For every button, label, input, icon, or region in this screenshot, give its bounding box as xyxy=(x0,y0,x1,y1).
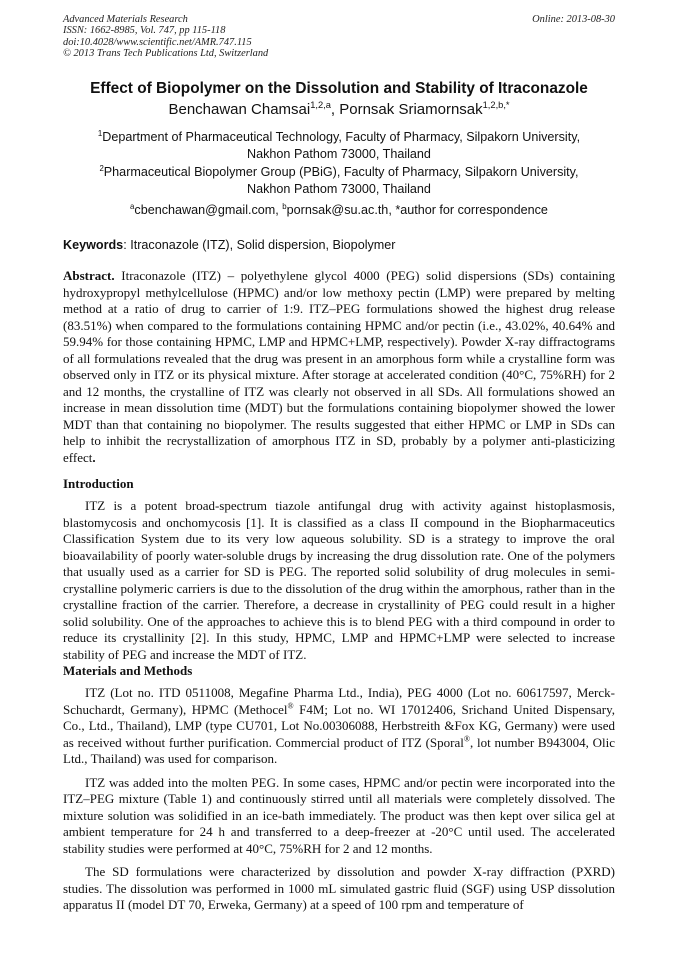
journal-name: Advanced Materials Research xyxy=(63,14,188,25)
affiliation-mark: 1 xyxy=(97,128,103,138)
abstract-label: Abstract. xyxy=(63,268,115,283)
email-text: cbenchawan@gmail.com, xyxy=(134,203,283,217)
author-affiliation-mark: 1,2,b,* xyxy=(482,100,510,110)
online-date: Online: 2013-08-30 xyxy=(532,14,615,25)
affiliation-1 xyxy=(40,129,638,163)
keywords xyxy=(63,238,395,252)
abstract-period: . xyxy=(92,449,96,465)
journal-copyright: © 2013 Trans Tech Publications Ltd, Switzerland xyxy=(63,48,269,60)
keywords-text: : Itraconazole (ITZ), Solid dispersion, Biopolymer xyxy=(123,238,396,252)
journal-header xyxy=(63,14,615,60)
section-heading-materials-methods: Materials and Methods xyxy=(63,663,193,678)
author-name: Pornsak Sriamornsak xyxy=(339,101,483,118)
methods-body xyxy=(63,685,615,914)
introduction-body xyxy=(63,498,615,663)
paragraph: ITZ (Lot no. ITD 0511008, Megafine Pharma Ltd., India), PEG 4000 (Lot no. 60617597, Merck-Schuchardt, Germany), HPMC (Methocel® F4M; Lot no. WI 17012406, Srichand United Dispensary, Co., Ltd., Thailand), LMP (type CU701, Lot No.00306088, Herbstreith &Fox KG, Germany) were used as received without further purification. Commercial product of ITZ (Sporal®, lot number B943004, Olic Ltd., Thailand) was used for comparison. xyxy=(63,685,615,766)
affiliation-2 xyxy=(40,164,638,198)
affiliation-text: Nakhon Pathom 73000, Thailand xyxy=(247,147,431,161)
journal-issn: ISSN: 1662-8985, Vol. 747, pp 115-118 xyxy=(63,25,226,37)
paragraph: The SD formulations were characterized by dissolution and powder X-ray diffraction (PXRD) studies. The dissolution was performed in 1000 mL simulated gastric fluid (SGF) using USP dissolution apparatus II (model DT 70, Erweka, Germany) at a speed of 100 rpm and temperature of xyxy=(63,864,615,912)
keywords-label: Keywords xyxy=(63,238,124,252)
email-mark: a xyxy=(130,201,135,211)
abstract xyxy=(63,268,615,466)
affiliation-text: Nakhon Pathom 73000, Thailand xyxy=(247,182,431,196)
journal-doi: doi:10.4028/www.scientific.net/AMR.747.115 xyxy=(63,36,252,48)
author-separator: , xyxy=(330,101,340,118)
paragraph: ITZ was added into the molten PEG. In some cases, HPMC and/or pectin were incorporated into the ITZ–PEG mixture (Table 1) and continuously stirred until all materials were completely dissolved. The mixture solution was solidified in an ice-bath immediately. The product was then kept over silica gel at ambient temperature for 24 h and transferred to a deep-freezer at -20°C until used. The accelerated stability studies were performed at 40°C, 75%RH for 2 and 12 months. xyxy=(63,774,615,856)
author-name: Benchawan Chamsai xyxy=(168,101,311,118)
email-text: pornsak@su.ac.th, *author for correspondence xyxy=(286,203,548,217)
affiliation-mark: 2 xyxy=(99,163,104,173)
affiliation-text: Department of Pharmaceutical Technology, Faculty of Pharmacy, Silpakorn University, xyxy=(102,130,581,144)
paper-title: Effect of Biopolymer on the Dissolution and Stability of Itraconazole xyxy=(90,80,588,97)
author-list xyxy=(40,101,638,118)
paragraph: ITZ is a potent broad-spectrum tiazole antifungal drug with activity against histoplasmosis, blastomycosis and onchomycosis [1]. It is classified as a class II compound in the Biopharmaceutics Classification System due to its very low aqueous solubility. SD is a strategy to improve the oral bioavailability of poorly water-soluble drugs by increasing the drug dissolution rate. One of the polymers that usually used as a carrier for SD is PEG. The reported solid solubility of drug molecules in semi-crystalline polymeric carriers is due to the dissolution of the drug within the amorphous, rather than in the crystalline fraction of the carrier. Therefore, a decrease in crystallinity of PEG could result in a higher solid solubility. One of the approaches to achieve this is to blend PEG with a third compound in order to reduce its crystallinity [2]. In this study, HPMC, LMP and HPMC+LMP were selected to increase stability of PEG and increase the MDT of ITZ. xyxy=(63,498,615,662)
email-mark: b xyxy=(282,201,287,211)
author-affiliation-mark: 1,2,a xyxy=(310,100,331,110)
contact-emails xyxy=(40,202,638,219)
affiliation-text: Pharmaceutical Biopolymer Group (PBiG), Faculty of Pharmacy, Silpakorn University, xyxy=(103,165,579,179)
section-heading-introduction: Introduction xyxy=(63,476,134,491)
abstract-text: Itraconazole (ITZ) – polyethylene glycol 4000 (PEG) solid dispersions (SDs) containing hydroxypropyl methylcellulose (HPMC) and/or low methoxy pectin (LMP) were prepared by melting method at a ratio of drug to carrier of 1:9. ITZ–PEG formulations showed the highest drug release (83.51%) when compared to the formulations containing HPMC and/or pectin (i.e., 43.02%, 40.64% and 59.94% for those containing HPMC, LMP and HPMC+LMP, respectively). Powder X-ray diffractograms of all formulations revealed that the drug was present in an amorphous form while a crystalline form was observed only in ITZ or its physical mixture. After storage at accelerated condition (40°C, 75%RH) for 2 and 12 months, the crystalline of ITZ was clearly not observed in all SDs. All formulations showed an increase in mean dissolution time (MDT) but the formulations containing biopolymer showed the lower MDT than that containing no biopolymer. The results suggested that either HPMC or LMP in SDs can help to inhibit the recrystallization of amorphous ITZ in SD, probably by a polymer anti-plasticizing effect xyxy=(63,268,616,465)
